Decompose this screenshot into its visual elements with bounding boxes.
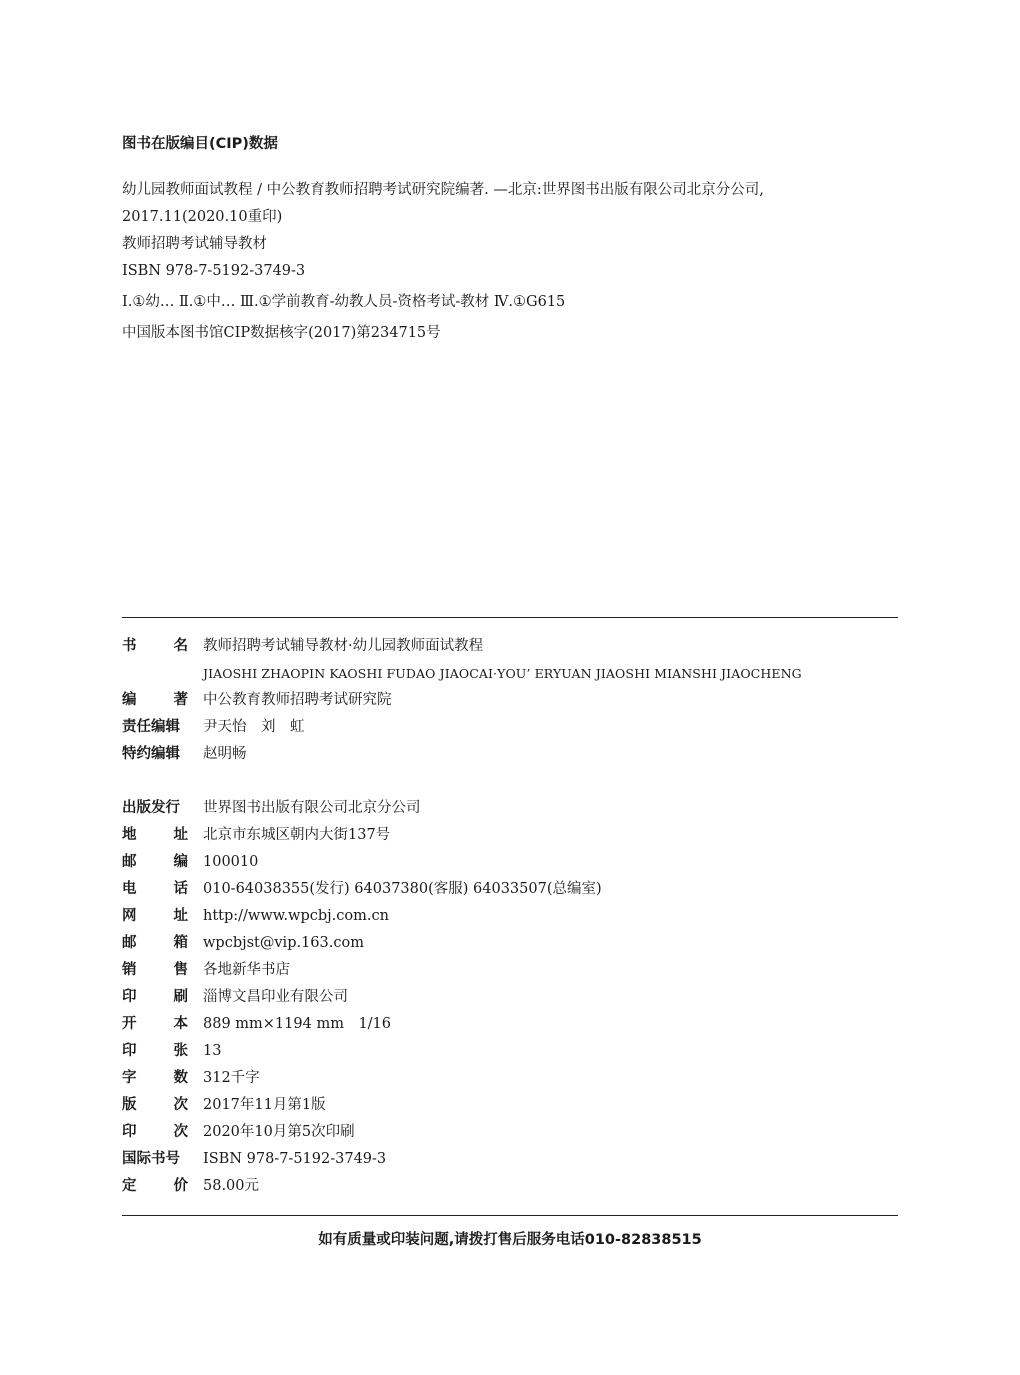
info-value: 淄博文昌印业有限公司 bbox=[203, 989, 348, 1005]
info-row-title-pinyin bbox=[122, 660, 898, 687]
info-label: 出版发行 bbox=[122, 800, 180, 816]
info-row-sales bbox=[122, 957, 898, 984]
info-label: 销 售 bbox=[122, 962, 188, 978]
info-row-title bbox=[122, 633, 898, 660]
info-value: 北京市东城区朝内大街137号 bbox=[203, 827, 391, 843]
cip-heading: 图书在版编目(CIP)数据 bbox=[122, 136, 278, 152]
info-label: 邮 箱 bbox=[122, 935, 188, 951]
info-label: 字 数 bbox=[122, 1070, 188, 1086]
info-label: 版 次 bbox=[122, 1097, 188, 1113]
info-value: 010-64038355(发行) 64037380(客服) 64033507(总编室) bbox=[203, 881, 602, 897]
info-label: 责任编辑 bbox=[122, 719, 180, 735]
info-row-printer bbox=[122, 984, 898, 1011]
info-label: 印 张 bbox=[122, 1043, 188, 1059]
cip-date-line: 2017.11(2020.10重印) bbox=[122, 209, 283, 225]
cip-classification-line: Ⅰ.①幼… Ⅱ.①中… Ⅲ.①学前教育-幼教人员-资格考试-教材 Ⅳ.①G615 bbox=[122, 294, 566, 310]
cip-isbn-line: ISBN 978-7-5192-3749-3 bbox=[122, 263, 306, 279]
info-row-publisher bbox=[122, 795, 898, 822]
info-value: http://www.wpcbj.com.cn bbox=[203, 908, 389, 924]
info-label: 网 址 bbox=[122, 908, 188, 924]
info-row-edition bbox=[122, 1092, 898, 1119]
info-value: 世界图书出版有限公司北京分公司 bbox=[203, 800, 421, 816]
info-label: 特约编辑 bbox=[122, 746, 180, 762]
divider-bottom bbox=[122, 1215, 898, 1216]
info-spacer bbox=[122, 768, 898, 795]
info-row-editor bbox=[122, 714, 898, 741]
info-row-price bbox=[122, 1173, 898, 1200]
cip-series-line: 教师招聘考试辅导教材 bbox=[122, 236, 267, 252]
info-row-website bbox=[122, 903, 898, 930]
info-label: 地 址 bbox=[122, 827, 188, 843]
info-label: 邮 编 bbox=[122, 854, 188, 870]
info-label: 电 话 bbox=[122, 881, 188, 897]
cip-block bbox=[122, 133, 902, 347]
info-row-author bbox=[122, 687, 898, 714]
info-value: JIAOSHI ZHAOPIN KAOSHI FUDAO JIAOCAI·YOU’ ERYUAN JIAOSHI MIANSHI JIAOCHENG bbox=[203, 666, 802, 681]
info-value: 赵明畅 bbox=[203, 746, 247, 762]
info-row-printing bbox=[122, 1119, 898, 1146]
info-label: 印 刷 bbox=[122, 989, 188, 1005]
info-row-sheets bbox=[122, 1038, 898, 1065]
info-label: 书 名 bbox=[122, 638, 188, 654]
info-value: 58.00元 bbox=[203, 1178, 260, 1194]
info-row-wordcount bbox=[122, 1065, 898, 1092]
info-value: ISBN 978-7-5192-3749-3 bbox=[203, 1151, 387, 1167]
publication-info bbox=[122, 633, 898, 1200]
info-row-address bbox=[122, 822, 898, 849]
info-value: 尹天怡 刘 虹 bbox=[203, 719, 305, 735]
info-label: 印 次 bbox=[122, 1124, 188, 1140]
info-label: 定 价 bbox=[122, 1178, 188, 1194]
info-value: 2020年10月第5次印刷 bbox=[203, 1124, 355, 1140]
info-value: 100010 bbox=[203, 854, 259, 870]
info-label: 国际书号 bbox=[122, 1151, 180, 1167]
info-row-format bbox=[122, 1011, 898, 1038]
info-value: 889 mm×1194 mm 1/16 bbox=[203, 1016, 392, 1032]
info-value: 各地新华书店 bbox=[203, 962, 290, 978]
info-row-postcode bbox=[122, 849, 898, 876]
info-row-special-editor bbox=[122, 741, 898, 768]
info-row-email bbox=[122, 930, 898, 957]
info-value: 教师招聘考试辅导教材·幼儿园教师面试教程 bbox=[203, 638, 484, 654]
info-value: 312千字 bbox=[203, 1070, 260, 1086]
info-value: 2017年11月第1版 bbox=[203, 1097, 326, 1113]
info-label: 编 著 bbox=[122, 692, 188, 708]
info-value: wpcbjst@vip.163.com bbox=[203, 935, 364, 951]
cip-record-line: 中国版本图书馆CIP数据核字(2017)第234715号 bbox=[122, 325, 441, 341]
info-value: 13 bbox=[203, 1043, 222, 1059]
service-notice: 如有质量或印装问题,请拨打售后服务电话010-82838515 bbox=[318, 1232, 702, 1248]
info-value: 中公教育教师招聘考试研究院 bbox=[203, 692, 392, 708]
cip-title-line: 幼儿园教师面试教程 / 中公教育教师招聘考试研究院编著. —北京:世界图书出版有限公司北京分公司, bbox=[122, 182, 764, 198]
info-row-isbn bbox=[122, 1146, 898, 1173]
info-row-phone bbox=[122, 876, 898, 903]
divider-top bbox=[122, 617, 898, 618]
info-label: 开 本 bbox=[122, 1016, 188, 1032]
